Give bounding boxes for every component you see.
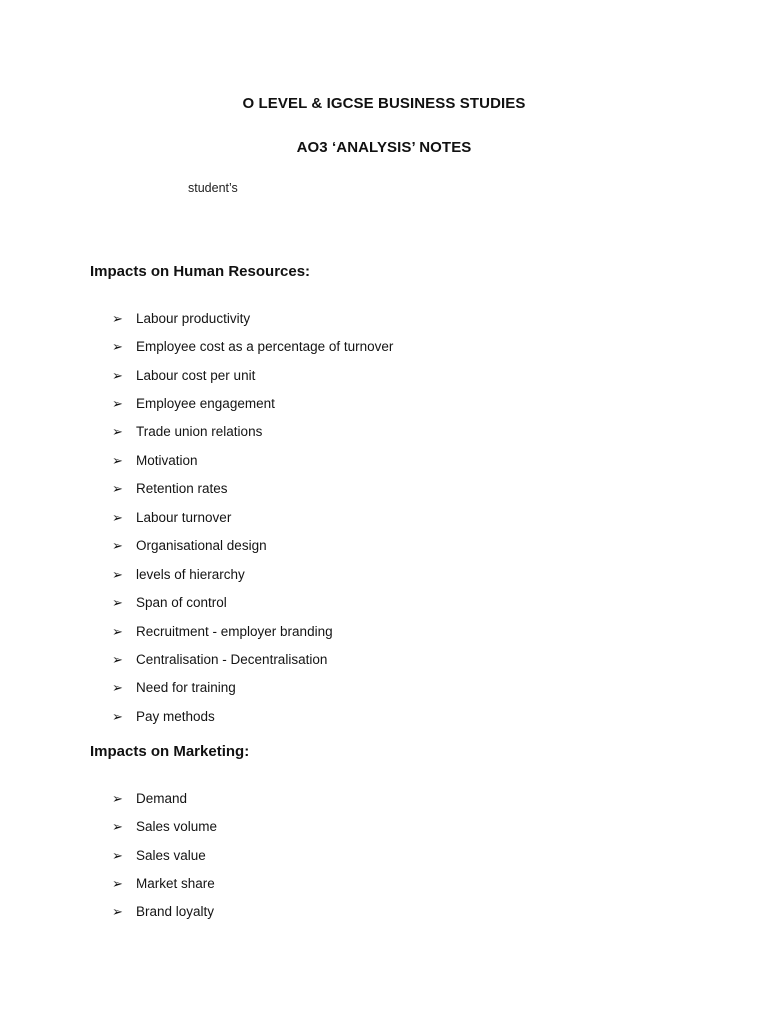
list-item-text: Span of control — [136, 595, 227, 611]
arrowhead-bullet-icon: ➢ — [112, 651, 123, 667]
arrowhead-bullet-icon: ➢ — [112, 708, 123, 724]
arrowhead-bullet-icon: ➢ — [112, 339, 123, 355]
list-item — [112, 784, 217, 812]
list-item — [112, 361, 393, 389]
list-item-text: levels of hierarchy — [136, 566, 245, 582]
list-item-text: Labour turnover — [136, 509, 232, 525]
list-item — [112, 304, 393, 332]
list-item-text: Sales volume — [136, 819, 218, 835]
student-note: student’s — [188, 181, 238, 195]
document-subtitle: AO3 ‘ANALYSIS’ NOTES — [296, 139, 472, 156]
list-item-text: Employee engagement — [136, 396, 275, 412]
section-heading-human-resources: Impacts on Human Resources: — [90, 263, 311, 280]
list-item — [112, 418, 393, 446]
list-item — [112, 812, 217, 840]
list-item-text: Labour productivity — [136, 310, 251, 326]
list-item — [112, 532, 393, 560]
arrowhead-bullet-icon: ➢ — [112, 310, 123, 326]
list-item — [112, 674, 393, 702]
list-item-text: Need for training — [136, 680, 236, 696]
arrowhead-bullet-icon: ➢ — [112, 396, 123, 412]
list-item — [112, 869, 217, 897]
arrowhead-bullet-icon: ➢ — [112, 481, 123, 497]
list-item-text: Organisational design — [136, 538, 267, 554]
arrowhead-bullet-icon: ➢ — [112, 904, 123, 920]
list-item-text: Motivation — [136, 452, 198, 468]
list-item — [112, 617, 393, 645]
list-item-text: Employee cost as a percentage of turnover — [136, 339, 394, 355]
list-item — [112, 475, 393, 503]
arrowhead-bullet-icon: ➢ — [112, 819, 123, 835]
list-item-text: Market share — [136, 876, 215, 892]
list-item-text: Trade union relations — [136, 424, 263, 440]
list-item — [112, 503, 393, 531]
arrowhead-bullet-icon: ➢ — [112, 538, 123, 554]
list-item — [112, 389, 393, 417]
list-item — [112, 588, 393, 616]
list-item-text: Sales value — [136, 847, 206, 863]
list-item-text: Retention rates — [136, 481, 228, 497]
list-item-text: Centralisation - Decentralisation — [136, 651, 328, 667]
marketing-list — [112, 784, 217, 926]
arrowhead-bullet-icon: ➢ — [112, 595, 123, 611]
arrowhead-bullet-icon: ➢ — [112, 452, 123, 468]
list-item — [112, 446, 393, 474]
document-title: O LEVEL & IGCSE BUSINESS STUDIES — [242, 95, 526, 112]
arrowhead-bullet-icon: ➢ — [112, 566, 123, 582]
list-item-text: Recruitment - employer branding — [136, 623, 333, 639]
arrowhead-bullet-icon: ➢ — [112, 876, 123, 892]
section-heading-marketing: Impacts on Marketing: — [90, 743, 250, 760]
human-resources-list — [112, 304, 393, 731]
arrowhead-bullet-icon: ➢ — [112, 680, 123, 696]
arrowhead-bullet-icon: ➢ — [112, 847, 123, 863]
arrowhead-bullet-icon: ➢ — [112, 509, 123, 525]
list-item-text: Pay methods — [136, 708, 215, 724]
list-item-text: Labour cost per unit — [136, 367, 256, 383]
list-item — [112, 560, 393, 588]
arrowhead-bullet-icon: ➢ — [112, 424, 123, 440]
list-item-text: Brand loyalty — [136, 904, 215, 920]
list-item — [112, 702, 393, 730]
list-item — [112, 332, 393, 360]
list-item — [112, 645, 393, 673]
arrowhead-bullet-icon: ➢ — [112, 367, 123, 383]
list-item — [112, 841, 217, 869]
list-item — [112, 898, 217, 926]
list-item-text: Demand — [136, 790, 188, 806]
arrowhead-bullet-icon: ➢ — [112, 623, 123, 639]
arrowhead-bullet-icon: ➢ — [112, 790, 123, 806]
